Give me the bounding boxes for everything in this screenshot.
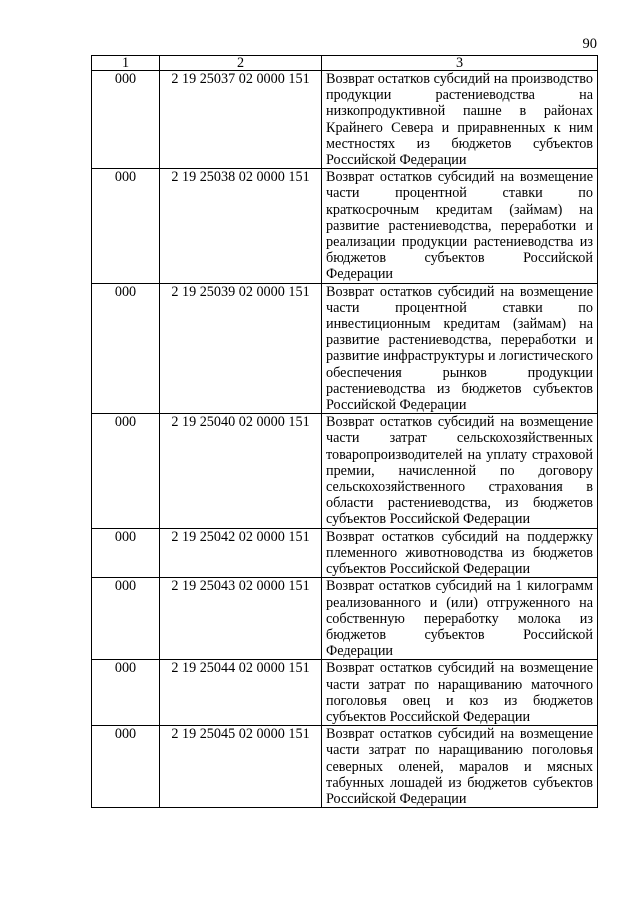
admin-code-cell: 000 [92,71,160,169]
description-cell: Возврат остатков субсидий на производство продукции растениеводства на низкопродуктивной пашне в районах Крайнего Севера и приравненных к ним местностях из бюджетов субъектов Российской Федерации [322,71,598,169]
admin-code-cell: 000 [92,414,160,528]
description-cell: Возврат остатков субсидий на возмещение части затрат по наращиванию маточного поголовья овец и коз из бюджетов субъектов Российской Федерации [322,660,598,726]
table-row [92,71,598,169]
description-cell: Возврат остатков субсидий на возмещение части процентной ставки по краткосрочным кредитам (займам) на развитие растениеводства, переработки и реализации продукции растениеводства из бюджетов субъектов Российской Федерации [322,169,598,283]
budget-code-cell: 2 19 25042 02 0000 151 [160,528,322,578]
table-row [92,414,598,528]
column-header-2: 2 [160,56,322,71]
budget-classification-table [91,55,598,808]
admin-code-cell: 000 [92,578,160,660]
budget-code-cell: 2 19 25040 02 0000 151 [160,414,322,528]
table-row [92,169,598,283]
table-row [92,726,598,808]
page-number: 90 [582,36,597,52]
admin-code-cell: 000 [92,660,160,726]
budget-code-cell: 2 19 25044 02 0000 151 [160,660,322,726]
budget-code-cell: 2 19 25038 02 0000 151 [160,169,322,283]
admin-code-cell: 000 [92,726,160,808]
column-header-3: 3 [322,56,598,71]
table-row [92,283,598,414]
admin-code-cell: 000 [92,169,160,283]
budget-code-cell: 2 19 25045 02 0000 151 [160,726,322,808]
table-row [92,660,598,726]
description-cell: Возврат остатков субсидий на возмещение части затрат сельскохозяйственных товаропроизводителей на уплату страховой премии, начисленной по договору сельскохозяйственного страхования в области растениеводства, из бюджетов субъектов Российской Федерации [322,414,598,528]
description-cell: Возврат остатков субсидий на возмещение части процентной ставки по инвестиционным кредитам (займам) на развитие растениеводства, переработки и развитие инфраструктуры и логистического обеспечения рынков продукции растениеводства из бюджетов субъектов Российской Федерации [322,283,598,414]
admin-code-cell: 000 [92,283,160,414]
column-header-1: 1 [92,56,160,71]
budget-code-cell: 2 19 25039 02 0000 151 [160,283,322,414]
table-row [92,528,598,578]
budget-code-cell: 2 19 25037 02 0000 151 [160,71,322,169]
description-cell: Возврат остатков субсидий на 1 килограмм реализованного и (или) отгруженного на собственную переработку молока из бюджетов субъектов Российской Федерации [322,578,598,660]
budget-code-cell: 2 19 25043 02 0000 151 [160,578,322,660]
admin-code-cell: 000 [92,528,160,578]
table-header-row [92,56,598,71]
description-cell: Возврат остатков субсидий на возмещение части затрат по наращиванию поголовья северных оленей, маралов и мясных табунных лошадей из бюджетов субъектов Российской Федерации [322,726,598,808]
table-row [92,578,598,660]
description-cell: Возврат остатков субсидий на поддержку племенного животноводства из бюджетов субъектов Российской Федерации [322,528,598,578]
